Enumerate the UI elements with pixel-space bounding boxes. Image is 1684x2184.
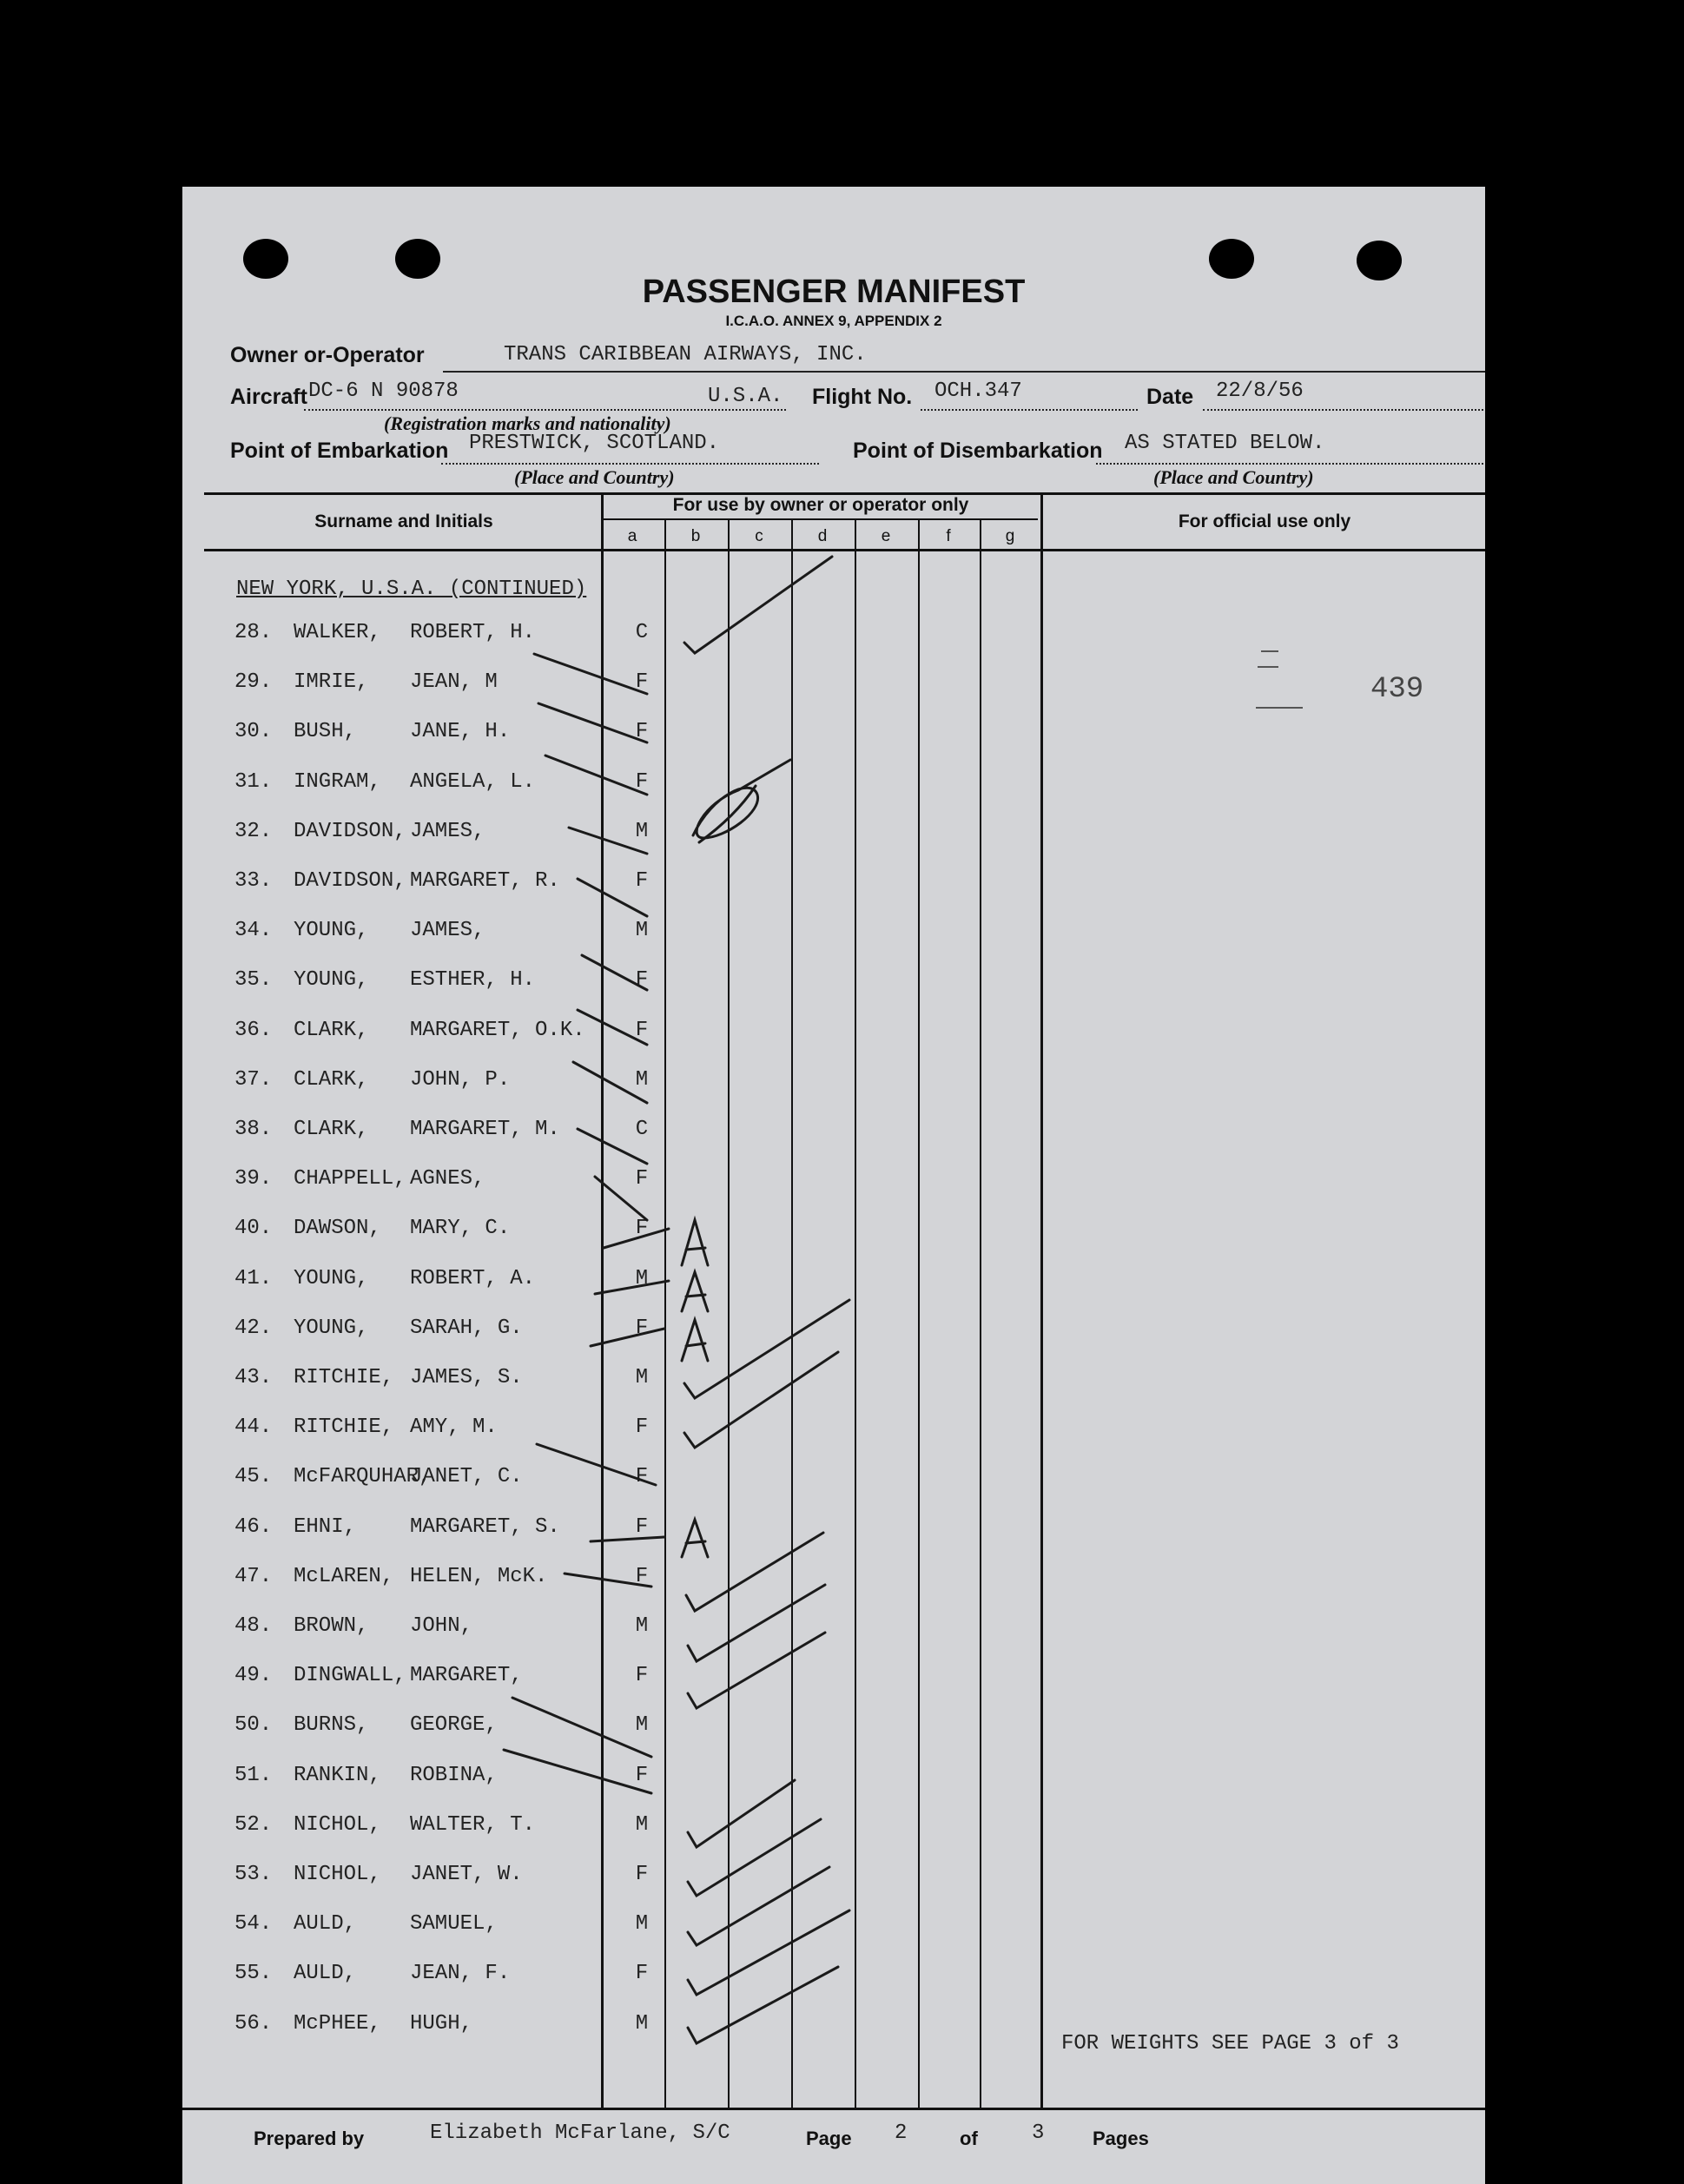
sex-code: F — [635, 1564, 649, 1588]
surname: EHNI, — [294, 1514, 357, 1539]
sex-code: F — [635, 1018, 649, 1042]
row-number: 54. — [234, 1912, 273, 1937]
subcol-b: b — [690, 527, 701, 545]
row-number: 38. — [234, 1118, 273, 1141]
surname: YOUNG, — [294, 968, 369, 993]
given-names: AMY, M. — [410, 1415, 498, 1440]
subcol-f: f — [946, 527, 951, 545]
given-names: JANE, H. — [410, 720, 511, 744]
surname: BROWN, — [294, 1614, 369, 1638]
surname: CLARK, — [294, 1118, 369, 1141]
sex-code: M — [635, 1812, 649, 1837]
registration-note: (Registration marks and nationality) — [384, 412, 671, 434]
embarkation-label: Point of Embarkation — [230, 439, 449, 463]
given-names: JAMES, S. — [410, 1366, 523, 1389]
surname: NICHOL, — [294, 1812, 381, 1837]
row-number: 47. — [234, 1564, 273, 1588]
row-number: 28. — [234, 621, 273, 644]
sex-code: M — [635, 1614, 649, 1638]
page-subtitle: I.C.A.O. ANNEX 9, APPENDIX 2 — [725, 313, 942, 329]
row-number: 31. — [234, 769, 273, 794]
prepared-label: Prepared by — [254, 2128, 365, 2149]
page-label: Page — [806, 2128, 852, 2149]
given-names: GEORGE, — [410, 1713, 498, 1738]
manifest-sheet — [182, 187, 1485, 2184]
surname: CLARK, — [294, 1067, 369, 1092]
subcol-e: e — [881, 527, 891, 545]
row-number: 52. — [234, 1812, 273, 1837]
given-names: HUGH, — [410, 2011, 473, 2036]
subcol-a: a — [627, 527, 637, 545]
given-names: ROBERT, A. — [410, 1266, 536, 1290]
sex-code: M — [635, 1366, 649, 1389]
surname: AULD, — [294, 1912, 357, 1937]
given-names: ROBINA, — [410, 1763, 498, 1787]
given-names: WALTER, T. — [410, 1812, 536, 1837]
row-number: 53. — [234, 1863, 273, 1886]
surname: YOUNG, — [294, 1316, 369, 1340]
surname: DAVIDSON, — [294, 869, 406, 893]
given-names: AGNES, — [410, 1167, 485, 1191]
row-number: 42. — [234, 1316, 273, 1340]
row-number: 29. — [234, 670, 273, 695]
row-number: 37. — [234, 1067, 273, 1092]
given-names: SARAH, G. — [410, 1316, 523, 1340]
given-names: JANET, C. — [410, 1465, 523, 1489]
sex-code: M — [635, 1266, 649, 1290]
row-number: 45. — [234, 1465, 273, 1489]
given-names: JEAN, M — [410, 670, 498, 695]
row-number: 56. — [234, 2011, 273, 2036]
given-names: MARGARET, R. — [410, 869, 560, 893]
sex-code: F — [635, 1217, 649, 1241]
surname: WALKER, — [294, 621, 381, 644]
row-number: 32. — [234, 819, 273, 843]
place-note-right: (Place and Country) — [1153, 466, 1314, 488]
disembarkation-label: Point of Disembarkation — [853, 439, 1103, 463]
surname: McFARQUHAR, — [294, 1465, 432, 1489]
surname: DAWSON, — [294, 1217, 381, 1241]
row-number: 43. — [234, 1366, 273, 1389]
sex-code: M — [635, 1912, 649, 1937]
surname: INGRAM, — [294, 769, 381, 794]
row-number: 30. — [234, 720, 273, 744]
sex-code: F — [635, 769, 649, 794]
surname: CHAPPELL, — [294, 1167, 406, 1191]
row-number: 35. — [234, 968, 273, 993]
sex-code: M — [635, 1713, 649, 1738]
surname: YOUNG, — [294, 919, 369, 943]
sex-code: C — [635, 621, 649, 644]
given-names: HELEN, McK. — [410, 1564, 548, 1588]
surname: YOUNG, — [294, 1266, 369, 1290]
section-heading: NEW YORK, U.S.A. (CONTINUED) — [236, 577, 587, 601]
subcol-c: c — [755, 527, 763, 545]
subcol-g: g — [1005, 527, 1015, 545]
col-surname-header: Surname and Initials — [314, 511, 493, 531]
surname: NICHOL, — [294, 1863, 381, 1886]
sex-code: F — [635, 720, 649, 744]
row-number: 48. — [234, 1614, 273, 1638]
given-names: ESTHER, H. — [410, 968, 536, 993]
flight-value: OCH.347 — [934, 379, 1022, 403]
row-number: 44. — [234, 1415, 273, 1440]
surname: BURNS, — [294, 1713, 369, 1738]
row-number: 33. — [234, 869, 273, 893]
sex-code: F — [635, 670, 649, 695]
surname: RITCHIE, — [294, 1415, 394, 1440]
date-label: Date — [1146, 385, 1194, 409]
row-number: 36. — [234, 1018, 273, 1042]
surname: McPHEE, — [294, 2011, 381, 2036]
col-official-header: For official use only — [1178, 511, 1351, 531]
of-label: of — [960, 2128, 978, 2149]
flight-label: Flight No. — [812, 385, 913, 409]
surname: DINGWALL, — [294, 1664, 406, 1688]
handwritten-marks — [182, 187, 1485, 2184]
place-note-left: (Place and Country) — [514, 466, 675, 488]
sex-code: F — [635, 1863, 649, 1886]
aircraft-label: Aircraft — [230, 385, 307, 409]
surname: DAVIDSON, — [294, 819, 406, 843]
row-number: 46. — [234, 1514, 273, 1539]
row-number: 49. — [234, 1664, 273, 1688]
surname: IMRIE, — [294, 670, 369, 695]
surname: CLARK, — [294, 1018, 369, 1042]
given-names: JOHN, P. — [410, 1067, 511, 1092]
given-names: MARGARET, — [410, 1664, 523, 1688]
given-names: MARGARET, M. — [410, 1118, 560, 1141]
embarkation-value: PRESTWICK, SCOTLAND. — [469, 432, 720, 455]
sex-code: M — [635, 2011, 649, 2036]
sex-code: F — [635, 1763, 649, 1787]
given-names: JANET, W. — [410, 1863, 523, 1886]
given-names: ANGELA, L. — [410, 769, 536, 794]
sex-code: F — [635, 869, 649, 893]
owner-label: Owner or-Operator — [230, 343, 425, 367]
sex-code: F — [635, 1167, 649, 1191]
row-number: 39. — [234, 1167, 273, 1191]
row-number: 50. — [234, 1713, 273, 1738]
row-number: 34. — [234, 919, 273, 943]
given-names: MARGARET, O.K. — [410, 1018, 585, 1042]
sex-code: C — [635, 1118, 649, 1141]
sex-code: F — [635, 1962, 649, 1986]
row-number: 40. — [234, 1217, 273, 1241]
sex-code: F — [635, 1465, 649, 1489]
of-value: 3 — [1032, 2121, 1045, 2145]
aircraft-value: DC-6 N 90878 — [308, 379, 459, 403]
sex-code: F — [635, 1664, 649, 1688]
sex-code: F — [635, 1316, 649, 1340]
nationality-value: U.S.A. — [708, 385, 783, 408]
sex-code: M — [635, 1067, 649, 1092]
sex-code: F — [635, 1415, 649, 1440]
prepared-value: Elizabeth McFarlane, S/C — [430, 2121, 730, 2145]
row-number: 51. — [234, 1763, 273, 1787]
given-names: JAMES, — [410, 819, 485, 843]
official-stamp-number: 439 — [1370, 673, 1424, 706]
weights-note: FOR WEIGHTS SEE PAGE 3 of 3 — [1061, 2032, 1399, 2055]
surname: McLAREN, — [294, 1564, 394, 1588]
sex-code: M — [635, 919, 649, 943]
given-names: JOHN, — [410, 1614, 473, 1638]
pages-label: Pages — [1093, 2128, 1149, 2149]
given-names: MARGARET, S. — [410, 1514, 560, 1539]
row-number: 55. — [234, 1962, 273, 1986]
surname: RANKIN, — [294, 1763, 381, 1787]
given-names: JAMES, — [410, 919, 485, 943]
given-names: ROBERT, H. — [410, 621, 536, 644]
subcol-d: d — [817, 527, 828, 545]
sex-code: M — [635, 819, 649, 843]
given-names: SAMUEL, — [410, 1912, 498, 1937]
disembarkation-value: AS STATED BELOW. — [1125, 432, 1325, 455]
page-value: 2 — [895, 2121, 908, 2145]
date-value: 22/8/56 — [1216, 379, 1304, 403]
owner-value: TRANS CARIBBEAN AIRWAYS, INC. — [504, 343, 867, 366]
given-names: JEAN, F. — [410, 1962, 511, 1986]
sex-code: F — [635, 968, 649, 993]
sex-code: F — [635, 1514, 649, 1539]
given-names: MARY, C. — [410, 1217, 511, 1241]
row-number: 41. — [234, 1266, 273, 1290]
surname: BUSH, — [294, 720, 357, 744]
page-title: PASSENGER MANIFEST — [642, 274, 1026, 310]
col-owner-header: For use by owner or operator only — [672, 495, 969, 515]
surname: AULD, — [294, 1962, 357, 1986]
surname: RITCHIE, — [294, 1366, 394, 1389]
